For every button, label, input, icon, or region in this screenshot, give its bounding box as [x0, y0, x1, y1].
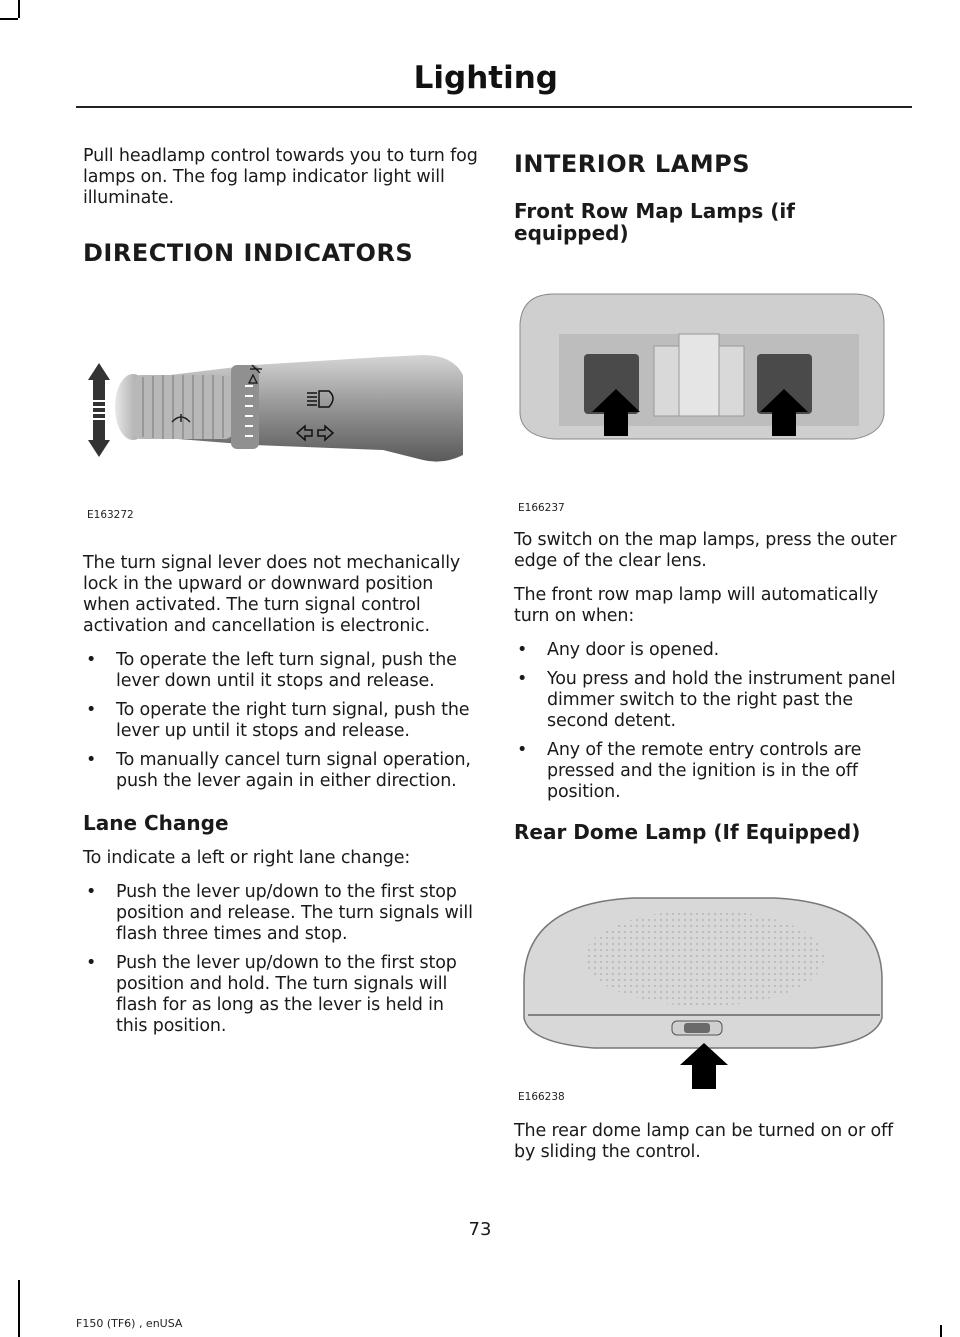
lever-lock-paragraph: The turn signal lever does not mechanically lock in the upward or downward position when activated. The turn signal control activation and cancellation is electronic. [83, 553, 461, 636]
auto-on-bullets [514, 640, 909, 803]
crop-mark [18, 0, 20, 18]
right-column [514, 146, 909, 1176]
left-column [83, 146, 478, 1050]
document-id: F150 (TF6) , enUSA [76, 1317, 183, 1330]
list-item: • To manually cancel turn signal operation, push the lever again in either direction. [86, 750, 471, 791]
list-item: • To operate the right turn signal, push the lever up until it stops and release. [86, 700, 470, 741]
turn-signal-bullets [83, 650, 478, 792]
crop-mark [940, 1325, 942, 1337]
crop-mark [18, 1280, 20, 1337]
interior-lamps-heading: INTERIOR LAMPS [514, 150, 751, 178]
page-title: Lighting [413, 60, 558, 96]
up-down-arrow-icon [88, 363, 110, 457]
turn-signal-lever-figure [83, 285, 478, 535]
figure-code: E166237 [518, 502, 565, 514]
rear-dome-paragraph: The rear dome lamp can be turned on or off by sliding the control. [514, 1121, 894, 1162]
list-item: • To operate the left turn signal, push the lever down until it stops and release. [86, 650, 457, 691]
figure-code: E166238 [518, 1091, 565, 1103]
rear-dome-lamp-illustration [514, 863, 909, 1103]
list-item: • Any door is opened. [517, 640, 720, 660]
auto-on-paragraph: The front row map lamp will automatically turn on when: [514, 585, 879, 626]
header-divider [76, 106, 912, 108]
turn-signal-lever-illustration [83, 285, 478, 515]
list-item: • Any of the remote entry controls are pressed and the ignition is in the off position. [517, 740, 862, 802]
rear-dome-lamp-heading: Rear Dome Lamp (If Equipped) [514, 820, 861, 844]
lane-change-bullets [83, 882, 478, 1037]
list-item: • You press and hold the instrument panel dimmer switch to the right past the second detent. [517, 669, 896, 731]
list-item: • Push the lever up/down to the first stop position and release. The turn signals will flash three times and stop. [86, 882, 473, 944]
map-lamps-illustration [514, 274, 909, 524]
map-lamps-figure [514, 274, 909, 544]
list-item: • Push the lever up/down to the first stop position and hold. The turn signals will flash for as long as the lever is held in this position. [86, 953, 457, 1036]
direction-indicators-heading: DIRECTION INDICATORS [83, 239, 414, 267]
lane-change-intro: To indicate a left or right lane change: [83, 848, 411, 868]
arrow-up-icon [680, 1043, 728, 1089]
rear-dome-lamp-figure [514, 863, 909, 1125]
front-map-lamps-heading: Front Row Map Lamps (if equipped) [514, 199, 795, 245]
map-lamps-paragraph: To switch on the map lamps, press the outer edge of the clear lens. [514, 530, 897, 571]
fog-lamp-paragraph: Pull headlamp control towards you to turn fog lamps on. The fog lamp indicator light will illuminate. [83, 146, 478, 208]
page-number: 73 [468, 1219, 492, 1240]
lane-change-heading: Lane Change [83, 811, 229, 835]
crop-mark [0, 18, 18, 20]
figure-code: E163272 [87, 509, 134, 521]
